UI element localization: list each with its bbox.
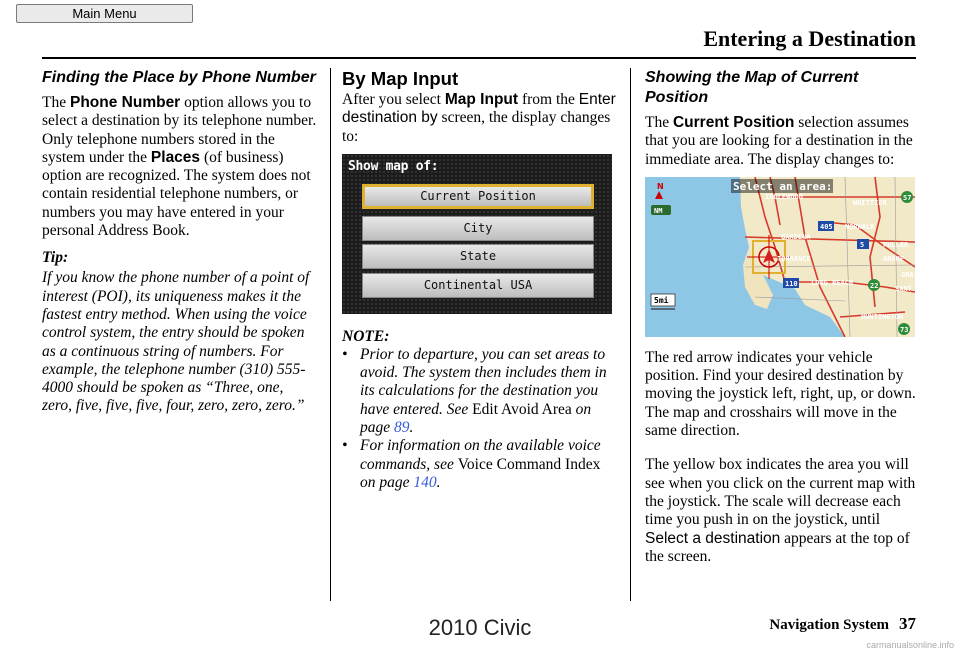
map-graphic — [645, 177, 915, 337]
text-span: on page — [360, 400, 592, 437]
label-huntington: HUNTINGTON — [861, 312, 904, 321]
phone-number-option-term: Phone Number — [69, 94, 181, 111]
compass-icon — [651, 205, 671, 215]
watermark: 2010 Civic — [428, 615, 532, 640]
option-current-position[interactable]: Current Position — [362, 184, 594, 209]
page-number: 37 — [899, 614, 916, 633]
text-span: on page — [360, 473, 414, 491]
text-span: The — [42, 94, 70, 111]
red-arrow-paragraph: The red arrow indicates your vehicle position. Find your desired destination by moving the joystick left, right, up, or down. The map and crosshairs will move in the same direction. — [645, 348, 916, 440]
option-continental-usa[interactable]: Continental USA — [362, 273, 594, 298]
phone-number-paragraph — [42, 94, 317, 240]
column-current-position — [645, 68, 917, 566]
note-item-avoid-area — [342, 346, 617, 437]
column-divider-2 — [630, 68, 631, 601]
text-span: NM — [654, 206, 663, 215]
map-title: Select an area: — [733, 179, 833, 193]
show-map-of-screen — [342, 154, 612, 314]
header-rule — [42, 57, 916, 59]
edit-avoid-area-ref: Edit Avoid Area — [472, 400, 572, 418]
text-span: 5mi — [654, 295, 669, 305]
column-map-input — [342, 68, 617, 492]
label-whittier: WHITTIER — [853, 198, 887, 207]
label-ora: ORA — [901, 270, 914, 279]
tip-text: If you know the phone number of a point of interest (POI), its uniqueness makes it the fastest entry method. When using the voice control system, the entry should be spoken as a continuous string of numbers. For example, the telephone number (310) 555-4000 should be spoken as “Three, one, zero, five, five, five, four, zero, zero, zero.” — [42, 269, 310, 415]
label-gardena: GARDENA — [781, 232, 811, 241]
text-span: (of business) option are recognized. The system does not contain residential telephone numbers, or numbers you may have entered in your personal Address Book. — [42, 148, 311, 240]
label-anaheim: ANAHE — [883, 254, 905, 263]
text-span: screen, the display changes to: — [342, 109, 611, 145]
text-span: selection assumes that you are looking for a destination in the immediate area. The display changes to: — [645, 114, 913, 168]
note-label: NOTE: — [342, 327, 390, 345]
column-divider-1 — [330, 68, 331, 601]
map-input-paragraph — [342, 91, 617, 146]
shield-405-icon — [818, 221, 834, 231]
text-span: from the — [518, 91, 579, 108]
text-span: After you select — [342, 91, 445, 108]
section-heading-phone-number: Finding the Place by Phone Number — [42, 69, 316, 86]
label-norwalk: NORWALK — [845, 222, 875, 231]
page-link-140[interactable]: 140 — [413, 473, 437, 491]
enter-destination-by-term: Enter destination by — [342, 91, 616, 127]
page-link-89[interactable]: 89 — [394, 419, 410, 437]
current-position-term: Current Position — [672, 114, 795, 131]
text-span: For information on the available voice commands, see — [360, 437, 601, 473]
voice-command-index-ref: Voice Command Index — [457, 455, 601, 473]
text-span: N — [657, 181, 664, 191]
notes-list — [342, 346, 617, 492]
text-span: 73 — [900, 325, 909, 334]
current-position-paragraph — [645, 114, 917, 169]
show-map-of-title: Show map of: — [348, 158, 439, 174]
text-span: 5 — [860, 240, 865, 249]
select-a-destination-term: Select a destination — [645, 529, 781, 547]
option-state[interactable]: State — [362, 244, 594, 269]
option-city[interactable]: City — [362, 216, 594, 241]
text-span: 57 — [903, 193, 912, 202]
places-option-term: Places — [150, 148, 201, 166]
section-heading-current-position: Showing the Map of Current Position — [645, 69, 859, 106]
yellow-box-paragraph — [645, 456, 917, 566]
text-span: The yellow box indicates the area you will see when you click on the current map with the joystick. The scale will decrease each time you push in on the joystick, until — [645, 456, 916, 529]
select-area-map-screen[interactable] — [645, 177, 915, 337]
shield-73-icon — [898, 323, 910, 335]
column-phone-number — [42, 68, 317, 416]
label-inglewood: INGLEWOOD — [765, 192, 803, 201]
tip-label: Tip: — [42, 249, 69, 267]
shield-57-icon — [901, 191, 913, 203]
shield-110-icon — [783, 278, 799, 288]
note-item-voice-commands — [342, 437, 617, 492]
main-menu-button[interactable]: Main Menu — [16, 4, 193, 23]
text-span: Navigation System — [769, 617, 889, 633]
text-span: . — [409, 419, 414, 437]
text-span: Prior to departure, you can set areas to avoid. The system then includes them in its calculations for the destination you have entered. See — [360, 345, 607, 418]
text-span: . — [436, 473, 441, 491]
site-credit: carmanualsonline.info — [866, 640, 954, 650]
text-span: 405 — [820, 222, 833, 231]
map-input-term: Map Input — [444, 91, 519, 108]
text-span: option allows you to select a destination by its telephone number. Only telephone numbers stored in the system under the — [42, 94, 317, 166]
label-fullerton: FULLER — [883, 240, 909, 249]
text-span: 110 — [785, 279, 798, 288]
text-span: The — [645, 114, 673, 131]
label-torrance: TORRANCE — [777, 254, 811, 263]
label-long-beach: LONG BEACH — [811, 278, 854, 287]
shield-5-icon — [857, 239, 869, 249]
shield-22-icon — [868, 279, 880, 291]
text-span: appears at the top of the screen. — [645, 529, 910, 565]
text-span: 22 — [870, 281, 879, 290]
label-santa: SANT — [895, 284, 912, 293]
page-title: Entering a Destination — [703, 26, 916, 51]
section-heading-map-input: By Map Input — [342, 68, 459, 89]
